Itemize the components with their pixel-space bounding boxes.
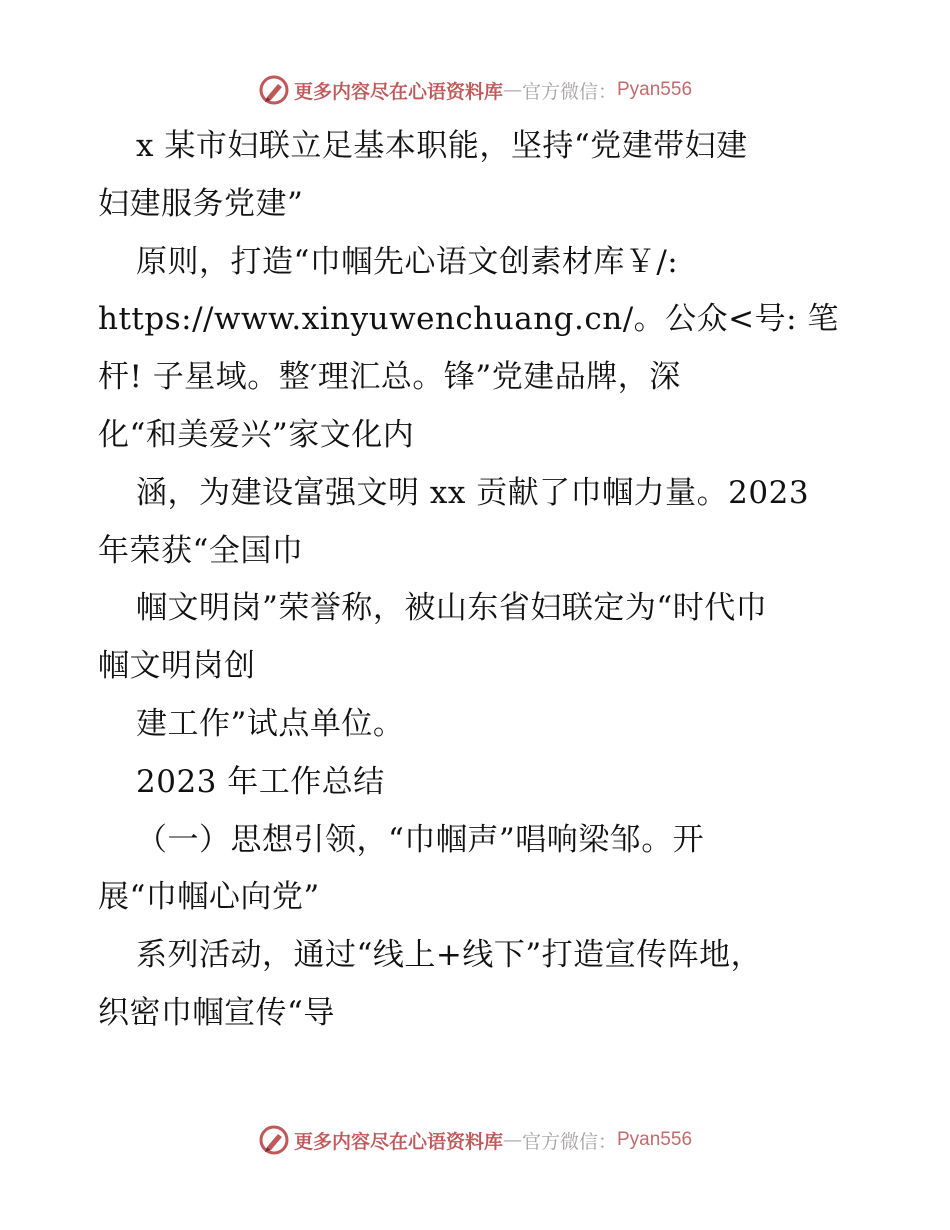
text-line: 帼文明岗”荣誉称，被山东省妇联定为“时代巾 [136,590,768,627]
banner-wechat-label: 官方微信： [521,1130,617,1153]
text-line: 杆! 子星域。整′理汇总。锋”党建品牌，深 [98,359,681,396]
text-line: 涵，为建设富强文明 xx 贡献了巾帼力量。2023 [136,474,810,511]
text-line: 年荣获“全国巾 [98,532,304,569]
footer-watermark-banner [0,1120,950,1160]
text-line: x 某市妇联立足基本职能，坚持“党建带妇建 [136,128,748,164]
text-line: https://www.xinyuwenchuang.cn/。公众<号: 笔 [98,301,839,338]
banner-dash: — [502,1129,522,1151]
banner-wechat-label: 官方微信： [521,80,617,103]
banner-wechat-id: Pyan556 [617,1129,693,1150]
text-line: 原则，打造“巾帼先心语文创素材库￥/: [136,243,679,280]
document-body [98,118,868,1043]
pen-logo-icon [258,74,290,106]
banner-title: 更多内容尽在心语资料库 [293,80,503,103]
text-line: 织密巾帼宣传“导 [98,994,335,1031]
text-line: 妇建服务党建” [98,185,304,222]
text-line: 建工作”试点单位。 [136,705,405,742]
text-line: 化“和美爱兴”家文化内 [98,416,415,453]
text-line: 展“巾帼心向党” [98,879,320,916]
section-heading: 2023 年工作总结 [136,763,385,800]
banner-dash: — [502,79,522,101]
text-line: 帼文明岗创 [98,648,256,685]
banner-wechat-id: Pyan556 [617,79,693,100]
text-line: 系列活动，通过“线上+线下”打造宣传阵地， [136,937,763,974]
pen-logo-icon [258,1124,290,1156]
header-watermark-banner [0,70,950,110]
text-line: （一）思想引领，“巾帼声”唱响梁邹。开 [136,821,705,858]
banner-title: 更多内容尽在心语资料库 [293,1130,503,1153]
